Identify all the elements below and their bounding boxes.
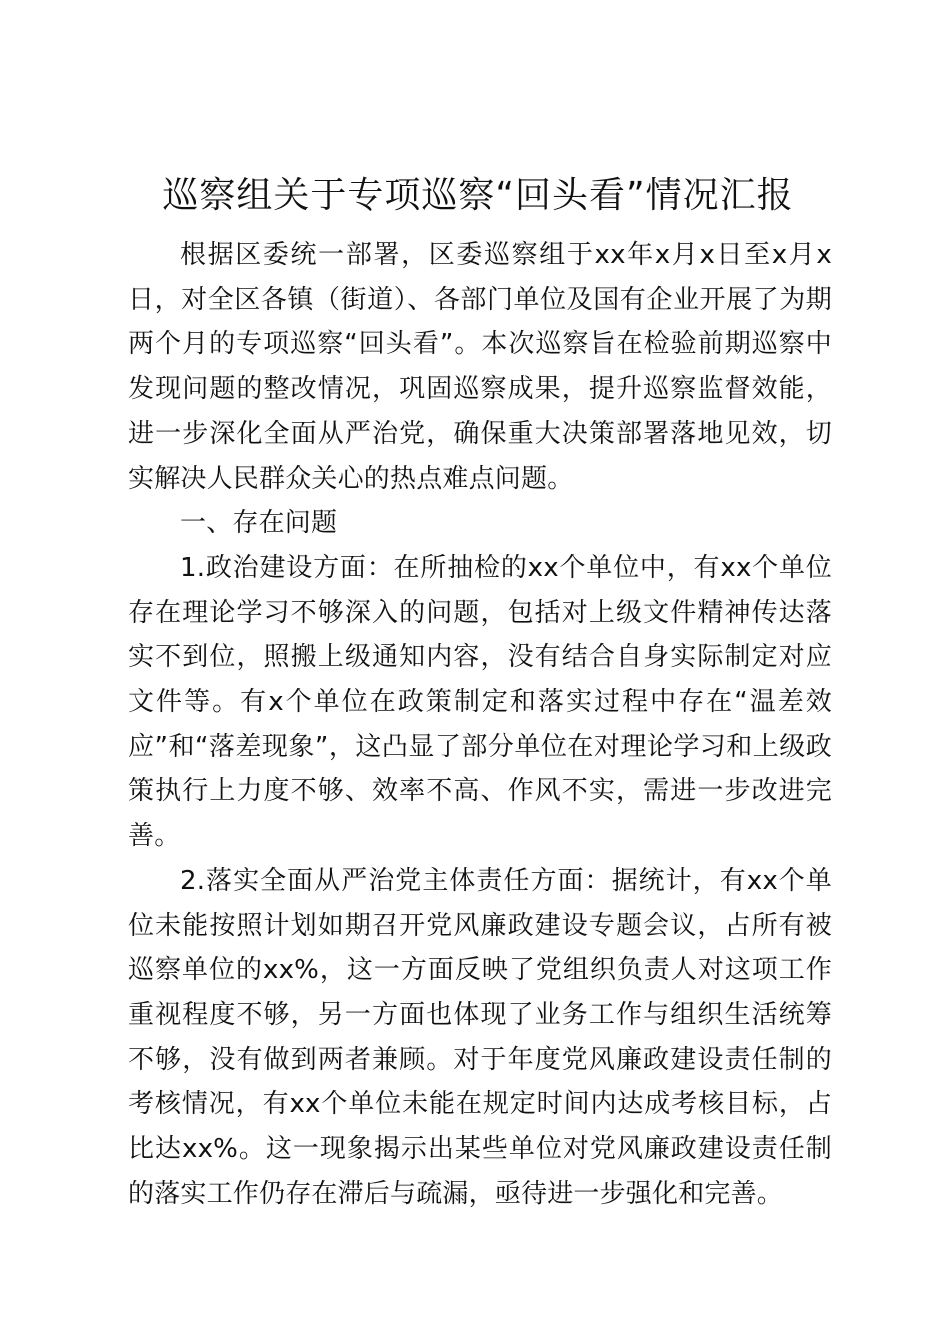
document-title: 巡察组关于专项巡察“回头看”情况汇报 bbox=[162, 175, 794, 216]
party-governance-paragraph: 2.落实全面从严治党主体责任方面：据统计，有xx个单位未能按照计划如期召开党风廉政建设专题会议，占所有被巡察单位的xx%，这一方面反映了党组织负责人对这项工作重视程度不够，另一方面也体现了业务工作与组织生活统筹不够，没有做到两者兼顾。对于年度党风廉政建设责任制的考核情况，有xx个单位未能在规定时间内达成考核目标，占比达xx%。这一现象揭示出某些单位对党风廉政建设责任制的落实工作仍存在滞后与疏漏，亟待进一步强化和完善。 bbox=[128, 865, 832, 1209]
political-construction-paragraph: 1.政治建设方面：在所抽检的xx个单位中，有xx个单位存在理论学习不够深入的问题，包括对上级文件精神传达落实不到位，照搬上级通知内容，没有结合自身实际制定对应文件等。有x个单位在政策制定和落实过程中存在“温差效应”和“落差现象”，这凸显了部分单位在对理论学习和上级政策执行上力度不够、效率不高、作风不实，需进一步改进完善。 bbox=[128, 552, 832, 852]
document-body bbox=[128, 233, 832, 1216]
section-heading: 一、存在问题 bbox=[180, 508, 338, 539]
intro-paragraph: 根据区委统一部署，区委巡察组于xx年x月x日至x月x日，对全区各镇（街道）、各部门单位及国有企业开展了为期两个月的专项巡察“回头看”。本次巡察旨在检验前期巡察中发现问题的整改情况，巩固巡察成果，提升巡察监督效能，进一步深化全面从严治党，确保重大决策部署落地见效，切实解决人民群众关心的热点难点问题。 bbox=[128, 240, 832, 494]
